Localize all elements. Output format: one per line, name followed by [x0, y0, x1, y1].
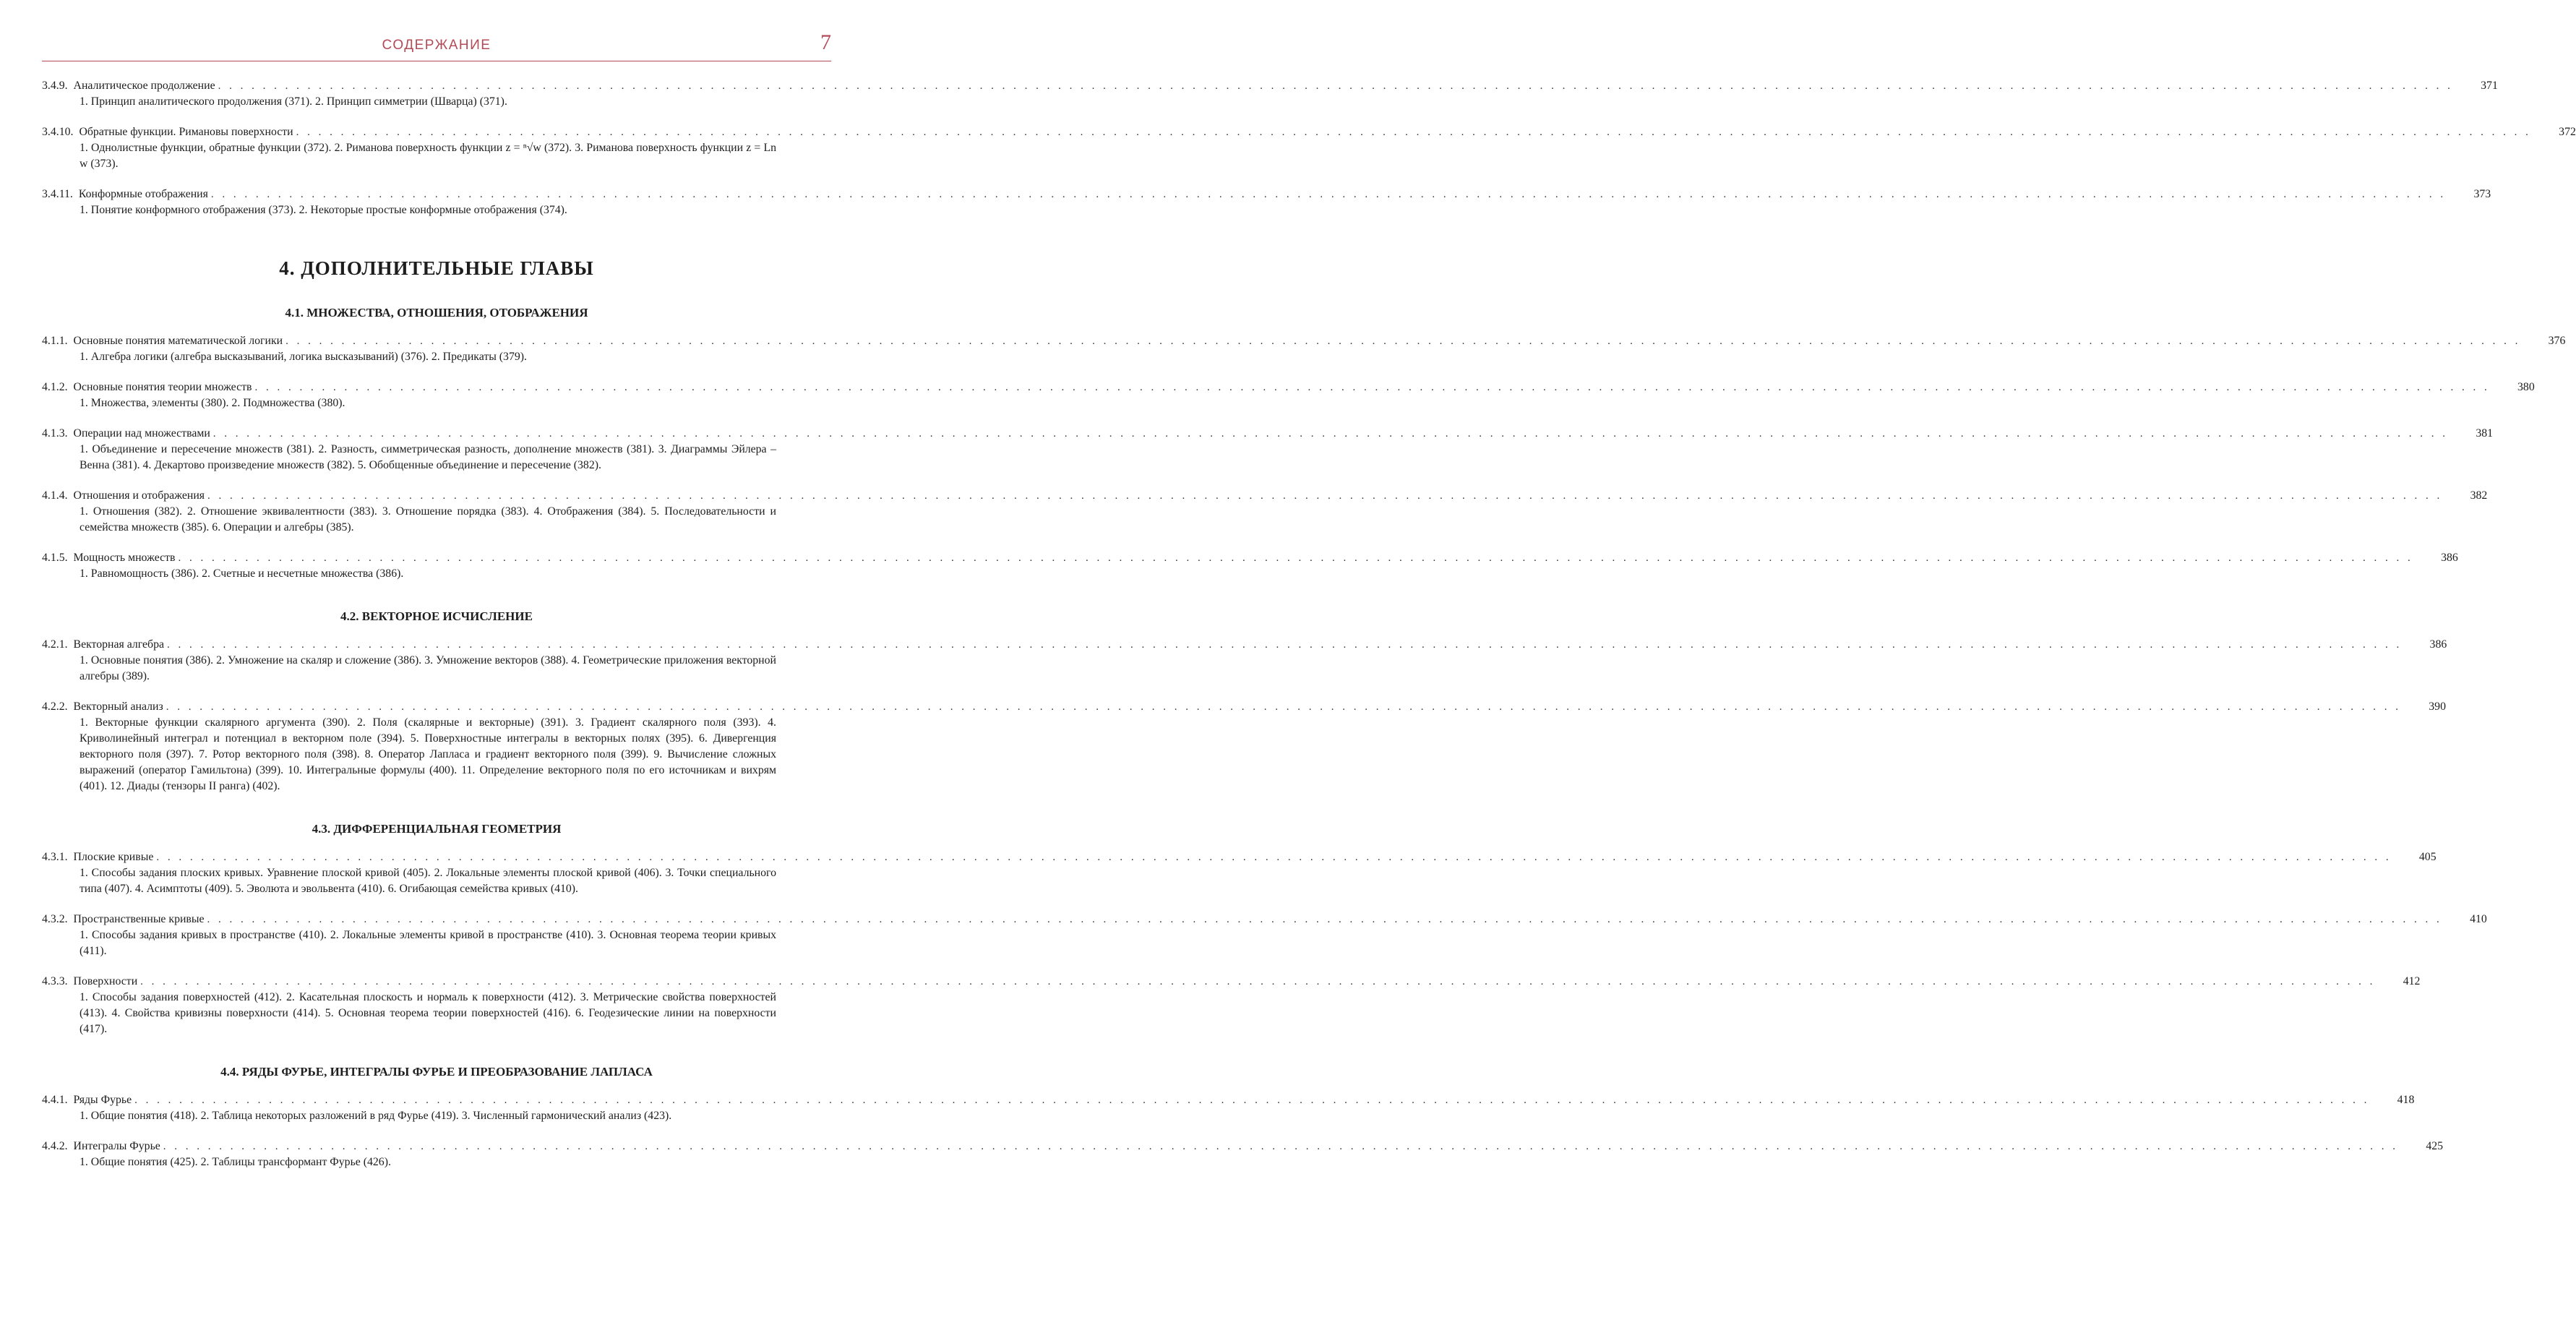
entry-number: 4.4.1. [42, 1094, 68, 1106]
entry-number: 4.3.2. [42, 913, 68, 925]
dot-leader: . . . . . . . . . . . . . . . . . . . . . . . . . . . . . . . . . . . . . . . . . . . . . . . . . . . . . . . . . . . . . . . . . . . . . . . . . . . . . . . . . . . . . . . . . . . . . . . . . . . . . . . . . . . . . . . . . . . . . . . . . . . . . . . . . . . . . . . . . . . . . . . . . . . . . . . . . . . . . . . . . . . . . . . . . . . . . . . . . . . . . . . . . . . . . . . . . . . . . . . . [178, 552, 2413, 564]
toc-entry-line [42, 550, 2458, 566]
entry-number: 4.1.2. [42, 381, 68, 393]
entry-title: Векторный анализ [73, 700, 163, 713]
dot-leader: . . . . . . . . . . . . . . . . . . . . . . . . . . . . . . . . . . . . . . . . . . . . . . . . . . . . . . . . . . . . . . . . . . . . . . . . . . . . . . . . . . . . . . . . . . . . . . . . . . . . . . . . . . . . . . . . . . . . . . . . . . . . . . . . . . . . . . . . . . . . . . . . . . . . . . . . . . . . . . . . . . . . . . . . . . . . . . . . . . . . . . . . . . . . . . . . . . . . . . . . [167, 639, 2403, 651]
section-heading: 4.4. РЯДЫ ФУРЬЕ, ИНТЕГРАЛЫ ФУРЬЕ И ПРЕОБРАЗОВАНИЕ ЛАПЛАСА [220, 1065, 653, 1079]
entry-number: 4.1.4. [42, 489, 68, 502]
entry-title: Мощность множеств [73, 552, 176, 564]
dot-leader: . . . . . . . . . . . . . . . . . . . . . . . . . . . . . . . . . . . . . . . . . . . . . . . . . . . . . . . . . . . . . . . . . . . . . . . . . . . . . . . . . . . . . . . . . . . . . . . . . . . . . . . . . . . . . . . . . . . . . . . . . . . . . . . . . . . . . . . . . . . . . . . . . . . . . . . . . . . . . . . . . . . . . . . . . . . . . . . . . . . . . . . . . . . . . . . . . . . . . . . . [140, 976, 2376, 987]
entry-title: Основные понятия теории множеств [73, 381, 252, 393]
toc-entry-line [42, 849, 2437, 865]
toc-entry-line [42, 187, 2491, 202]
toc-entry-line [42, 488, 2488, 504]
toc-section [42, 1065, 2444, 1170]
toc-entry [42, 124, 2576, 172]
dot-leader: . . . . . . . . . . . . . . . . . . . . . . . . . . . . . . . . . . . . . . . . . . . . . . . . . . . . . . . . . . . . . . . . . . . . . . . . . . . . . . . . . . . . . . . . . . . . . . . . . . . . . . . . . . . . . . . . . . . . . . . . . . . . . . . . . . . . . . . . . . . . . . . . . . . . . . . . . . . . . . . . . . . . . . . . . . . . . . . . . . . . . . . . . . . . . . . . . . . . . . . . [210, 189, 2447, 200]
entry-title: Основные понятия математической логики [73, 335, 283, 347]
chapter-title: 4. ДОПОЛНИТЕЛЬНЫЕ ГЛАВЫ [279, 257, 594, 279]
toc-entry-line [42, 974, 2421, 990]
entry-subtopics: 1. Объединение и пересечение множеств (381). 2. Разность, симметрическая разность, дополнение множеств (381). 3. Диаграммы Эйлера – Венна (381). 4. Декартово произведение множеств (382). 5. Обобщенные объединение и пересечение (382). [80, 443, 776, 471]
entry-number: 4.2.2. [42, 700, 68, 713]
entry-number: 3.4.11. [42, 188, 73, 200]
toc-entry-line [42, 380, 2535, 395]
dot-leader: . . . . . . . . . . . . . . . . . . . . . . . . . . . . . . . . . . . . . . . . . . . . . . . . . . . . . . . . . . . . . . . . . . . . . . . . . . . . . . . . . . . . . . . . . . . . . . . . . . . . . . . . . . . . . . . . . . . . . . . . . . . . . . . . . . . . . . . . . . . . . . . . . . . . . . . . . . . . . . . . . . . . . . . . . . . . . . . . . . . . . . . . . . . . . . . . . . . . . . . . [163, 1141, 2399, 1152]
entry-subtopics: 1. Алгебра логики (алгебра высказываний, логика высказываний) (376). 2. Предикаты (379). [80, 351, 527, 363]
toc-entry [42, 78, 2498, 110]
entry-page: 381 [2476, 427, 2494, 440]
entry-number: 4.1.5. [42, 552, 68, 564]
entry-subtopics: 1. Векторные функции скалярного аргумента (390). 2. Поля (скалярные и векторные) (391). 3. Градиент скалярного поля (393). 4. Криволинейный интеграл и потенциал в векторном поле (394). 5. Поверхностные интегралы в векторных полях (395). 6. Дивергенция векторного поля (397). 7. Ротор векторного поля (398). 8. Оператор Лапласа и градиент векторного поля (399). 9. Вычисление сложных выражений (оператор Гамильтона) (399). 10. Интегральные формулы (400). 11. Определение векторного поля по его источникам и вихрям (401). 12. Диады (тензоры II ранга) (402). [80, 716, 776, 792]
entry-subtopics: 1. Множества, элементы (380). 2. Подмножества (380). [80, 397, 345, 409]
entry-subtopics: 1. Способы задания кривых в пространстве (410). 2. Локальные элементы кривой в пространстве (410). 3. Основная теорема теории кривых (411). [80, 929, 776, 957]
entry-subtopics: 1. Способы задания плоских кривых. Уравнение плоской кривой (405). 2. Локальные элементы плоской кривой (406). 3. Точки специального типа (407). 4. Асимптоты (409). 5. Эволюта и эвольвента (410). 6. Огибающая семейства кривых (410). [80, 867, 776, 895]
entry-title: Отношения и отображения [73, 489, 205, 502]
toc-section [42, 609, 2447, 794]
entry-page: 425 [2426, 1140, 2444, 1152]
entry-page: 410 [2470, 913, 2487, 925]
toc-entry [42, 849, 2437, 897]
toc-entry-line [42, 124, 2576, 140]
toc-entry-line [42, 1092, 2415, 1108]
entry-number: 3.4.9. [42, 80, 68, 92]
entry-subtopics: 1. Отношения (382). 2. Отношение эквивалентности (383). 3. Отношение порядка (383). 4. Отображения (384). 5. Последовательности и семейства множеств (385). 6. Операции и алгебры (385). [80, 505, 776, 533]
toc-entry [42, 488, 2488, 536]
entry-title: Интегралы Фурье [73, 1140, 160, 1152]
toc-entry [42, 380, 2535, 411]
entry-title: Обратные функции. Римановы поверхности [79, 126, 293, 138]
entry-number: 4.1.1. [42, 335, 68, 347]
entry-page: 390 [2429, 700, 2446, 713]
entry-number: 4.1.3. [42, 427, 68, 440]
toc-entry [42, 974, 2421, 1037]
entry-title: Поверхности [73, 975, 138, 987]
toc-section [42, 306, 2566, 582]
toc-entry-line [42, 333, 2566, 349]
entry-page: 418 [2397, 1094, 2415, 1106]
entry-page: 382 [2470, 489, 2488, 502]
entry-page: 373 [2473, 188, 2491, 200]
entry-page: 371 [2481, 80, 2498, 92]
entry-subtopics: 1. Понятие конформного отображения (373). 2. Некоторые простые конформные отображения (374). [80, 204, 567, 216]
entry-page: 386 [2441, 552, 2458, 564]
entry-subtopics: 1. Способы задания поверхностей (412). 2. Касательная плоскость и нормаль к поверхности (412). 3. Метрические свойства поверхностей (413). 4. Свойства кривизны поверхности (414). 5. Основная теорема теории поверхностей (416). 6. Геодезические линии на поверхности (417). [80, 991, 776, 1035]
dot-leader: . . . . . . . . . . . . . . . . . . . . . . . . . . . . . . . . . . . . . . . . . . . . . . . . . . . . . . . . . . . . . . . . . . . . . . . . . . . . . . . . . . . . . . . . . . . . . . . . . . . . . . . . . . . . . . . . . . . . . . . . . . . . . . . . . . . . . . . . . . . . . . . . . . . . . . . . . . . . . . . . . . . . . . . . . . . . . . . . . . . . . . . . . . . . . . . . . . . . . . . . [296, 127, 2531, 138]
dot-leader: . . . . . . . . . . . . . . . . . . . . . . . . . . . . . . . . . . . . . . . . . . . . . . . . . . . . . . . . . . . . . . . . . . . . . . . . . . . . . . . . . . . . . . . . . . . . . . . . . . . . . . . . . . . . . . . . . . . . . . . . . . . . . . . . . . . . . . . . . . . . . . . . . . . . . . . . . . . . . . . . . . . . . . . . . . . . . . . . . . . . . . . . . . . . . . . . . . . . . . . . [134, 1094, 2370, 1106]
entry-title: Конформные отображения [78, 188, 208, 200]
toc-entry-line [42, 637, 2447, 653]
section-heading: 4.2. ВЕКТОРНОЕ ИСЧИСЛЕНИЕ [340, 609, 533, 623]
toc-entry-line [42, 1139, 2444, 1154]
toc-entry-line [42, 699, 2446, 715]
pre-entries [42, 78, 2576, 218]
dot-leader: . . . . . . . . . . . . . . . . . . . . . . . . . . . . . . . . . . . . . . . . . . . . . . . . . . . . . . . . . . . . . . . . . . . . . . . . . . . . . . . . . . . . . . . . . . . . . . . . . . . . . . . . . . . . . . . . . . . . . . . . . . . . . . . . . . . . . . . . . . . . . . . . . . . . . . . . . . . . . . . . . . . . . . . . . . . . . . . . . . . . . . . . . . . . . . . . . . . . . . . . [218, 80, 2453, 92]
entry-number: 3.4.10. [42, 126, 74, 138]
toc-entry [42, 1139, 2444, 1170]
toc-entry [42, 912, 2487, 959]
entry-page: 386 [2429, 638, 2447, 651]
section-heading: 4.1. МНОЖЕСТВА, ОТНОШЕНИЯ, ОТОБРАЖЕНИЯ [285, 306, 588, 320]
sections [42, 306, 2566, 1170]
toc-section [42, 822, 2487, 1037]
entry-number: 4.3.1. [42, 851, 68, 863]
dot-leader: . . . . . . . . . . . . . . . . . . . . . . . . . . . . . . . . . . . . . . . . . . . . . . . . . . . . . . . . . . . . . . . . . . . . . . . . . . . . . . . . . . . . . . . . . . . . . . . . . . . . . . . . . . . . . . . . . . . . . . . . . . . . . . . . . . . . . . . . . . . . . . . . . . . . . . . . . . . . . . . . . . . . . . . . . . . . . . . . . . . . . . . . . . . . . . . . . . . . . . . . [212, 428, 2449, 440]
section-heading: 4.3. ДИФФЕРЕНЦИАЛЬНАЯ ГЕОМЕТРИЯ [312, 822, 562, 836]
entry-title: Операции над множествами [73, 427, 210, 440]
dot-leader: . . . . . . . . . . . . . . . . . . . . . . . . . . . . . . . . . . . . . . . . . . . . . . . . . . . . . . . . . . . . . . . . . . . . . . . . . . . . . . . . . . . . . . . . . . . . . . . . . . . . . . . . . . . . . . . . . . . . . . . . . . . . . . . . . . . . . . . . . . . . . . . . . . . . . . . . . . . . . . . . . . . . . . . . . . . . . . . . . . . . . . . . . . . . . . . . . . . . . . . . [207, 914, 2442, 925]
entry-page: 376 [2548, 335, 2566, 347]
dot-leader: . . . . . . . . . . . . . . . . . . . . . . . . . . . . . . . . . . . . . . . . . . . . . . . . . . . . . . . . . . . . . . . . . . . . . . . . . . . . . . . . . . . . . . . . . . . . . . . . . . . . . . . . . . . . . . . . . . . . . . . . . . . . . . . . . . . . . . . . . . . . . . . . . . . . . . . . . . . . . . . . . . . . . . . . . . . . . . . . . . . . . . . . . . . . . . . . . . . . . . . . [285, 335, 2521, 347]
entry-subtopics: 1. Общие понятия (425). 2. Таблицы трансформант Фурье (426). [80, 1156, 391, 1168]
toc-entry [42, 550, 2458, 582]
entry-title: Аналитическое продолжение [73, 80, 215, 92]
toc-entry [42, 187, 2491, 218]
entry-page: 372 [2559, 126, 2576, 138]
entry-subtopics: 1. Общие понятия (418). 2. Таблица некоторых разложений в ряд Фурье (419). 3. Численный гармонический анализ (423). [80, 1110, 672, 1122]
entry-subtopics: 1. Равномощность (386). 2. Счетные и несчетные множества (386). [80, 567, 404, 580]
entry-page: 380 [2517, 381, 2535, 393]
entry-number: 4.2.1. [42, 638, 68, 651]
entry-subtopics: 1. Принцип аналитического продолжения (371). 2. Принцип симметрии (Шварца) (371). [80, 95, 507, 108]
entry-title: Ряды Фурье [73, 1094, 132, 1106]
toc-entry-line [42, 426, 2494, 442]
entry-title: Векторная алгебра [73, 638, 164, 651]
entry-subtopics: 1. Основные понятия (386). 2. Умножение на скаляр и сложение (386). 3. Умножение векторов (388). 4. Геометрические приложения векторной алгебры (389). [80, 654, 776, 682]
entry-page: 412 [2403, 975, 2421, 987]
page-number: 7 [820, 30, 831, 54]
dot-leader: . . . . . . . . . . . . . . . . . . . . . . . . . . . . . . . . . . . . . . . . . . . . . . . . . . . . . . . . . . . . . . . . . . . . . . . . . . . . . . . . . . . . . . . . . . . . . . . . . . . . . . . . . . . . . . . . . . . . . . . . . . . . . . . . . . . . . . . . . . . . . . . . . . . . . . . . . . . . . . . . . . . . . . . . . . . . . . . . . . . . . . . . . . . . . . . . . . . . . . . . [166, 701, 2401, 713]
dot-leader: . . . . . . . . . . . . . . . . . . . . . . . . . . . . . . . . . . . . . . . . . . . . . . . . . . . . . . . . . . . . . . . . . . . . . . . . . . . . . . . . . . . . . . . . . . . . . . . . . . . . . . . . . . . . . . . . . . . . . . . . . . . . . . . . . . . . . . . . . . . . . . . . . . . . . . . . . . . . . . . . . . . . . . . . . . . . . . . . . . . . . . . . . . . . . . . . . . . . . . . . [156, 852, 2392, 863]
entry-title: Плоские кривые [73, 851, 154, 863]
toc-entry [42, 333, 2566, 365]
toc-entry [42, 699, 2446, 794]
toc-entry [42, 1092, 2415, 1124]
toc-entry-line [42, 912, 2487, 927]
entry-title: Пространственные кривые [73, 913, 205, 925]
toc-entry [42, 637, 2447, 685]
entry-page: 405 [2418, 851, 2437, 863]
toc-entry-line [42, 78, 2498, 94]
entry-number: 4.4.2. [42, 1140, 68, 1152]
entry-subtopics: 1. Однолистные функции, обратные функции (372). 2. Риманова поверхность функции z = ⁿ√w (372). 3. Риманова поверхность функции z = Ln w (373). [80, 142, 776, 170]
table-of-contents [42, 78, 2576, 1185]
page-header [42, 32, 831, 61]
dot-leader: . . . . . . . . . . . . . . . . . . . . . . . . . . . . . . . . . . . . . . . . . . . . . . . . . . . . . . . . . . . . . . . . . . . . . . . . . . . . . . . . . . . . . . . . . . . . . . . . . . . . . . . . . . . . . . . . . . . . . . . . . . . . . . . . . . . . . . . . . . . . . . . . . . . . . . . . . . . . . . . . . . . . . . . . . . . . . . . . . . . . . . . . . . . . . . . . . . . . . . . . [254, 382, 2490, 393]
toc-entry [42, 426, 2494, 473]
dot-leader: . . . . . . . . . . . . . . . . . . . . . . . . . . . . . . . . . . . . . . . . . . . . . . . . . . . . . . . . . . . . . . . . . . . . . . . . . . . . . . . . . . . . . . . . . . . . . . . . . . . . . . . . . . . . . . . . . . . . . . . . . . . . . . . . . . . . . . . . . . . . . . . . . . . . . . . . . . . . . . . . . . . . . . . . . . . . . . . . . . . . . . . . . . . . . . . . . . . . . . . . [207, 490, 2443, 502]
entry-number: 4.3.3. [42, 975, 68, 987]
running-title: СОДЕРЖАНИЕ [382, 38, 491, 53]
